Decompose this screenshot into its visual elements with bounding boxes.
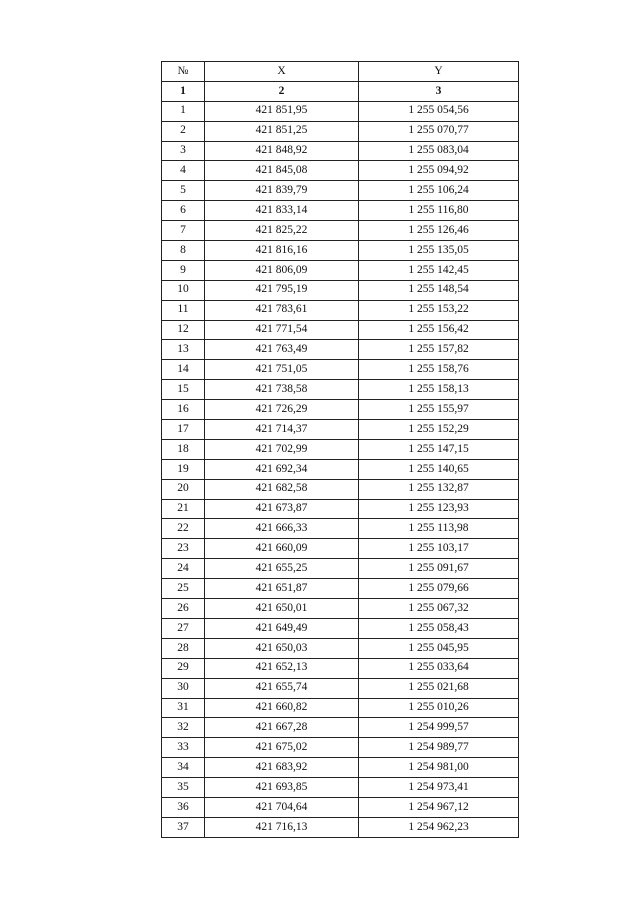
y-coordinate-cell: 1 255 147,15 bbox=[359, 439, 519, 459]
x-coordinate-cell: 421 716,13 bbox=[205, 817, 359, 837]
point-number-cell: 13 bbox=[162, 340, 205, 360]
point-number-cell: 8 bbox=[162, 241, 205, 261]
point-number-cell: 7 bbox=[162, 221, 205, 241]
x-coordinate-cell: 421 816,16 bbox=[205, 241, 359, 261]
point-number-cell: 29 bbox=[162, 658, 205, 678]
y-coordinate-cell: 1 255 152,29 bbox=[359, 420, 519, 440]
x-coordinate-cell: 421 660,82 bbox=[205, 698, 359, 718]
point-number-cell: 9 bbox=[162, 260, 205, 280]
y-coordinate-cell: 1 255 091,67 bbox=[359, 559, 519, 579]
table-row bbox=[162, 300, 519, 320]
y-coordinate-cell: 1 255 113,98 bbox=[359, 519, 519, 539]
x-coordinate-cell: 421 651,87 bbox=[205, 579, 359, 599]
x-coordinate-cell: 421 833,14 bbox=[205, 201, 359, 221]
table-row bbox=[162, 479, 519, 499]
y-coordinate-cell: 1 254 999,57 bbox=[359, 718, 519, 738]
y-coordinate-cell: 1 255 148,54 bbox=[359, 280, 519, 300]
header-x: X bbox=[205, 62, 359, 82]
point-number-cell: 15 bbox=[162, 380, 205, 400]
x-coordinate-cell: 421 704,64 bbox=[205, 797, 359, 817]
table-row bbox=[162, 658, 519, 678]
point-number-cell: 26 bbox=[162, 599, 205, 619]
table-row bbox=[162, 718, 519, 738]
y-coordinate-cell: 1 255 058,43 bbox=[359, 618, 519, 638]
y-coordinate-cell: 1 255 153,22 bbox=[359, 300, 519, 320]
point-number-cell: 35 bbox=[162, 778, 205, 798]
x-coordinate-cell: 421 692,34 bbox=[205, 459, 359, 479]
y-coordinate-cell: 1 255 142,45 bbox=[359, 260, 519, 280]
point-number-cell: 10 bbox=[162, 280, 205, 300]
x-coordinate-cell: 421 675,02 bbox=[205, 738, 359, 758]
y-coordinate-cell: 1 255 123,93 bbox=[359, 499, 519, 519]
y-coordinate-cell: 1 255 157,82 bbox=[359, 340, 519, 360]
point-number-cell: 5 bbox=[162, 181, 205, 201]
point-number-cell: 31 bbox=[162, 698, 205, 718]
point-number-cell: 34 bbox=[162, 758, 205, 778]
point-number-cell: 36 bbox=[162, 797, 205, 817]
x-coordinate-cell: 421 714,37 bbox=[205, 420, 359, 440]
table-row bbox=[162, 380, 519, 400]
y-coordinate-cell: 1 255 094,92 bbox=[359, 161, 519, 181]
x-coordinate-cell: 421 660,09 bbox=[205, 539, 359, 559]
x-coordinate-cell: 421 683,92 bbox=[205, 758, 359, 778]
point-number-cell: 17 bbox=[162, 420, 205, 440]
x-coordinate-cell: 421 693,85 bbox=[205, 778, 359, 798]
table-row bbox=[162, 618, 519, 638]
table-row bbox=[162, 420, 519, 440]
x-coordinate-cell: 421 655,74 bbox=[205, 678, 359, 698]
point-number-cell: 20 bbox=[162, 479, 205, 499]
table-row bbox=[162, 638, 519, 658]
table-row bbox=[162, 559, 519, 579]
point-number-cell: 11 bbox=[162, 300, 205, 320]
table-row bbox=[162, 539, 519, 559]
point-number-cell: 19 bbox=[162, 459, 205, 479]
y-coordinate-cell: 1 255 033,64 bbox=[359, 658, 519, 678]
y-coordinate-cell: 1 254 989,77 bbox=[359, 738, 519, 758]
point-number-cell: 18 bbox=[162, 439, 205, 459]
column-index-row bbox=[162, 81, 519, 101]
y-coordinate-cell: 1 255 116,80 bbox=[359, 201, 519, 221]
y-coordinate-cell: 1 255 045,95 bbox=[359, 638, 519, 658]
table-row bbox=[162, 459, 519, 479]
y-coordinate-cell: 1 254 962,23 bbox=[359, 817, 519, 837]
x-coordinate-cell: 421 673,87 bbox=[205, 499, 359, 519]
column-index-2: 2 bbox=[205, 81, 359, 101]
x-coordinate-cell: 421 652,13 bbox=[205, 658, 359, 678]
point-number-cell: 24 bbox=[162, 559, 205, 579]
coordinates-table bbox=[161, 61, 519, 838]
point-number-cell: 6 bbox=[162, 201, 205, 221]
y-coordinate-cell: 1 255 156,42 bbox=[359, 320, 519, 340]
table-row bbox=[162, 360, 519, 380]
x-coordinate-cell: 421 839,79 bbox=[205, 181, 359, 201]
x-coordinate-cell: 421 763,49 bbox=[205, 340, 359, 360]
point-number-cell: 14 bbox=[162, 360, 205, 380]
point-number-cell: 30 bbox=[162, 678, 205, 698]
y-coordinate-cell: 1 255 070,77 bbox=[359, 121, 519, 141]
table-row bbox=[162, 121, 519, 141]
table-row bbox=[162, 280, 519, 300]
y-coordinate-cell: 1 254 981,00 bbox=[359, 758, 519, 778]
point-number-cell: 12 bbox=[162, 320, 205, 340]
table-row bbox=[162, 738, 519, 758]
header-row bbox=[162, 62, 519, 82]
y-coordinate-cell: 1 255 067,32 bbox=[359, 599, 519, 619]
header-number: № bbox=[162, 62, 205, 82]
table-row bbox=[162, 599, 519, 619]
table-row bbox=[162, 241, 519, 261]
point-number-cell: 37 bbox=[162, 817, 205, 837]
x-coordinate-cell: 421 795,19 bbox=[205, 280, 359, 300]
point-number-cell: 33 bbox=[162, 738, 205, 758]
y-coordinate-cell: 1 254 973,41 bbox=[359, 778, 519, 798]
table-body bbox=[162, 101, 519, 837]
table-row bbox=[162, 758, 519, 778]
column-index-3: 3 bbox=[359, 81, 519, 101]
y-coordinate-cell: 1 255 106,24 bbox=[359, 181, 519, 201]
x-coordinate-cell: 421 751,05 bbox=[205, 360, 359, 380]
table-row bbox=[162, 340, 519, 360]
table-row bbox=[162, 221, 519, 241]
x-coordinate-cell: 421 650,03 bbox=[205, 638, 359, 658]
x-coordinate-cell: 421 667,28 bbox=[205, 718, 359, 738]
y-coordinate-cell: 1 255 079,66 bbox=[359, 579, 519, 599]
table-row bbox=[162, 698, 519, 718]
table-row bbox=[162, 201, 519, 221]
x-coordinate-cell: 421 848,92 bbox=[205, 141, 359, 161]
x-coordinate-cell: 421 845,08 bbox=[205, 161, 359, 181]
x-coordinate-cell: 421 783,61 bbox=[205, 300, 359, 320]
y-coordinate-cell: 1 255 054,56 bbox=[359, 101, 519, 121]
point-number-cell: 16 bbox=[162, 400, 205, 420]
table-row bbox=[162, 181, 519, 201]
table-row bbox=[162, 678, 519, 698]
column-index-1: 1 bbox=[162, 81, 205, 101]
table-row bbox=[162, 797, 519, 817]
y-coordinate-cell: 1 255 155,97 bbox=[359, 400, 519, 420]
x-coordinate-cell: 421 851,95 bbox=[205, 101, 359, 121]
table-row bbox=[162, 260, 519, 280]
x-coordinate-cell: 421 851,25 bbox=[205, 121, 359, 141]
point-number-cell: 32 bbox=[162, 718, 205, 738]
x-coordinate-cell: 421 702,99 bbox=[205, 439, 359, 459]
y-coordinate-cell: 1 255 010,26 bbox=[359, 698, 519, 718]
y-coordinate-cell: 1 255 135,05 bbox=[359, 241, 519, 261]
x-coordinate-cell: 421 666,33 bbox=[205, 519, 359, 539]
x-coordinate-cell: 421 726,29 bbox=[205, 400, 359, 420]
header-y: Y bbox=[359, 62, 519, 82]
table-row bbox=[162, 519, 519, 539]
x-coordinate-cell: 421 806,09 bbox=[205, 260, 359, 280]
y-coordinate-cell: 1 255 083,04 bbox=[359, 141, 519, 161]
y-coordinate-cell: 1 254 967,12 bbox=[359, 797, 519, 817]
table-row bbox=[162, 161, 519, 181]
x-coordinate-cell: 421 738,58 bbox=[205, 380, 359, 400]
x-coordinate-cell: 421 649,49 bbox=[205, 618, 359, 638]
point-number-cell: 28 bbox=[162, 638, 205, 658]
x-coordinate-cell: 421 771,54 bbox=[205, 320, 359, 340]
point-number-cell: 23 bbox=[162, 539, 205, 559]
point-number-cell: 22 bbox=[162, 519, 205, 539]
x-coordinate-cell: 421 650,01 bbox=[205, 599, 359, 619]
point-number-cell: 4 bbox=[162, 161, 205, 181]
table-row bbox=[162, 499, 519, 519]
y-coordinate-cell: 1 255 158,13 bbox=[359, 380, 519, 400]
table-row bbox=[162, 320, 519, 340]
point-number-cell: 27 bbox=[162, 618, 205, 638]
point-number-cell: 3 bbox=[162, 141, 205, 161]
table-row bbox=[162, 778, 519, 798]
y-coordinate-cell: 1 255 103,17 bbox=[359, 539, 519, 559]
point-number-cell: 1 bbox=[162, 101, 205, 121]
y-coordinate-cell: 1 255 126,46 bbox=[359, 221, 519, 241]
point-number-cell: 25 bbox=[162, 579, 205, 599]
y-coordinate-cell: 1 255 132,87 bbox=[359, 479, 519, 499]
x-coordinate-cell: 421 682,58 bbox=[205, 479, 359, 499]
table-row bbox=[162, 579, 519, 599]
point-number-cell: 2 bbox=[162, 121, 205, 141]
y-coordinate-cell: 1 255 140,65 bbox=[359, 459, 519, 479]
y-coordinate-cell: 1 255 021,68 bbox=[359, 678, 519, 698]
point-number-cell: 21 bbox=[162, 499, 205, 519]
y-coordinate-cell: 1 255 158,76 bbox=[359, 360, 519, 380]
x-coordinate-cell: 421 825,22 bbox=[205, 221, 359, 241]
table-row bbox=[162, 141, 519, 161]
x-coordinate-cell: 421 655,25 bbox=[205, 559, 359, 579]
table-row bbox=[162, 101, 519, 121]
table-row bbox=[162, 817, 519, 837]
table-row bbox=[162, 439, 519, 459]
table-row bbox=[162, 400, 519, 420]
